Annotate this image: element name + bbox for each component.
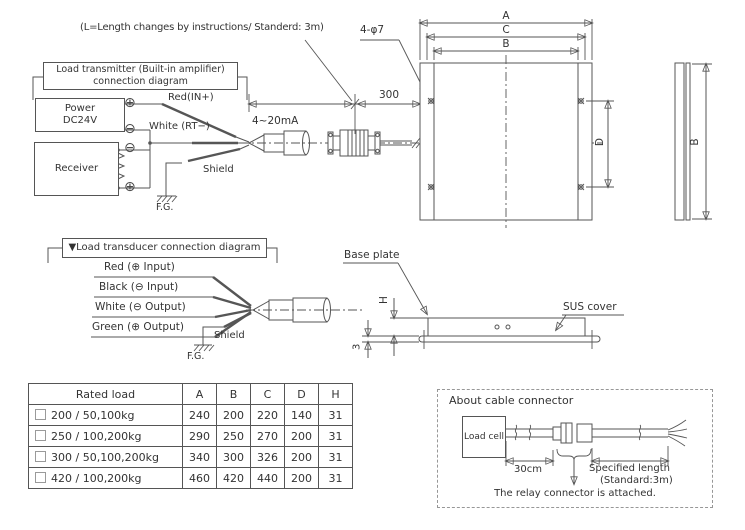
shield-label: Shield xyxy=(203,164,234,175)
table-row xyxy=(29,447,353,468)
dim-a-label: A xyxy=(502,10,510,22)
value-h: 31 xyxy=(319,447,353,468)
value-b: 200 xyxy=(217,405,251,426)
table-row xyxy=(29,405,353,426)
value-b: 420 xyxy=(217,468,251,489)
cable-connector-title: About cable connector xyxy=(449,394,574,407)
value-d: 200 xyxy=(285,468,319,489)
fg-label: F.G. xyxy=(156,202,174,213)
transmitter-title-line1: Load transmitter (Built-in amplifier) xyxy=(56,64,225,75)
value-h: 31 xyxy=(319,468,353,489)
value-d: 140 xyxy=(285,405,319,426)
col-header-c: C xyxy=(251,384,285,405)
value-c: 326 xyxy=(251,447,285,468)
value-d: 200 xyxy=(285,447,319,468)
terminal-plus-icon: ⊕ xyxy=(124,179,136,195)
load-cell-box xyxy=(462,416,506,458)
fg-label: F.G. xyxy=(187,351,205,362)
power-label-line2: DC24V xyxy=(62,115,98,126)
value-b: 250 xyxy=(217,426,251,447)
base-plate-label: Base plate xyxy=(344,249,400,261)
dim-3-label: 3 xyxy=(351,343,363,350)
dim-30cm-label: 30cm xyxy=(514,464,542,475)
table-row xyxy=(29,468,353,489)
rated-load-label: 200 / 50,100kg xyxy=(51,408,135,422)
value-c: 440 xyxy=(251,468,285,489)
table-header-row xyxy=(29,384,353,405)
rated-load-label: 300 / 50,100,200kg xyxy=(51,450,160,464)
receiver-label: Receiver xyxy=(54,163,99,174)
value-b: 300 xyxy=(217,447,251,468)
dim-300-label: 300 xyxy=(379,89,400,101)
power-box xyxy=(35,98,125,132)
model-checkbox[interactable] xyxy=(35,430,46,441)
wire-red-label: Red(IN+) xyxy=(168,92,214,103)
col-header-a: A xyxy=(183,384,217,405)
table-row xyxy=(29,426,353,447)
specified-length-label: Specified length xyxy=(589,463,670,474)
transducer-title: ▼Load transducer connection diagram xyxy=(68,242,261,253)
standard-length-label: (Standard:3m) xyxy=(600,475,673,486)
dim-h-label: H xyxy=(377,296,390,304)
model-checkbox[interactable] xyxy=(35,472,46,483)
terminal-minus-icon: ⊖ xyxy=(124,140,136,156)
value-c: 270 xyxy=(251,426,285,447)
value-h: 31 xyxy=(319,426,353,447)
wire-white-label: White (RT−) xyxy=(149,121,210,132)
terminal-minus-icon: ⊖ xyxy=(124,121,136,137)
col-header-d: D xyxy=(285,384,319,405)
dim-c-label: C xyxy=(502,24,510,36)
rated-load-table xyxy=(28,383,353,489)
hole-count-label: 4-φ7 xyxy=(360,24,385,36)
transmitter-title-line2: connection diagram xyxy=(93,76,188,87)
length-note: (L=Length changes by instructions/ Standerd: 3m) xyxy=(80,22,324,33)
wire-white-output-label: White (⊖ Output) xyxy=(95,301,186,313)
col-header-h: H xyxy=(319,384,353,405)
relay-connector-note: The relay connector is attached. xyxy=(494,488,656,499)
side-dim-b-label: B xyxy=(688,138,701,146)
value-c: 220 xyxy=(251,405,285,426)
wire-black-input-label: Black (⊖ Input) xyxy=(99,281,179,293)
value-a: 240 xyxy=(183,405,217,426)
shield-label: Shield xyxy=(214,330,245,341)
transmitter-title-box xyxy=(43,62,238,90)
dim-b-label: B xyxy=(502,38,510,50)
model-checkbox[interactable] xyxy=(35,451,46,462)
model-checkbox[interactable] xyxy=(35,409,46,420)
terminal-plus-icon: ⊕ xyxy=(124,95,136,111)
rated-load-label: 250 / 100,200kg xyxy=(51,429,142,443)
value-a: 460 xyxy=(183,468,217,489)
signal-label: 4~20mA xyxy=(252,115,299,127)
value-a: 290 xyxy=(183,426,217,447)
dim-d-label: D xyxy=(593,137,606,147)
rated-load-label: 420 / 100,200kg xyxy=(51,471,142,485)
col-header-b: B xyxy=(217,384,251,405)
wire-green-output-label: Green (⊕ Output) xyxy=(92,321,184,333)
transducer-title-box xyxy=(62,238,267,258)
plate-top-view xyxy=(420,19,614,228)
power-label-line1: Power xyxy=(64,103,96,114)
value-d: 200 xyxy=(285,426,319,447)
wire-red-input-label: Red (⊕ Input) xyxy=(104,261,175,273)
sus-cover-label: SUS cover xyxy=(563,301,617,313)
value-h: 31 xyxy=(319,405,353,426)
value-a: 340 xyxy=(183,447,217,468)
col-header-rated-load: Rated load xyxy=(29,384,183,405)
load-cell-label: Load cell xyxy=(464,432,504,442)
receiver-box xyxy=(34,142,119,196)
